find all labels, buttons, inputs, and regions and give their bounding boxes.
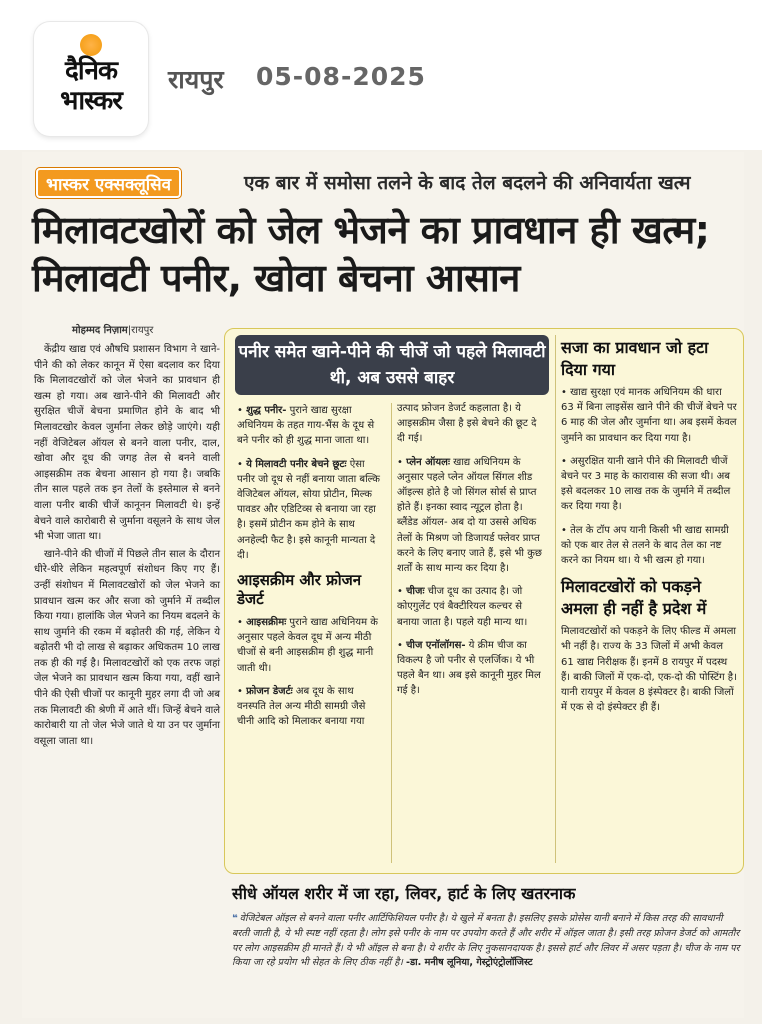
list-item-title: ये मिलावटी पनीर बेचने छूटः — [246, 458, 347, 470]
list-item-text: तेल के टॉप अप यानी किसी भी खाद्य सामग्री को एक बार तेल से तलने के बाद तेल का नष्ट करने का नियम था। ये भी खत्म हो गया। — [561, 524, 729, 567]
byline — [72, 322, 153, 336]
info-column-2 — [397, 401, 545, 707]
byline-city: |रायपुर — [127, 325, 154, 336]
byline-name: मोहम्मद निज़ाम — [72, 325, 128, 336]
quote-attribution: -डा. मनीष लूनिया, गेस्ट्रोएंट्रोलॉजिस्ट — [406, 957, 533, 969]
newspaper-clipping — [22, 152, 744, 1018]
list-item-title: प्लेन ऑयलः — [406, 456, 450, 468]
staff-section-title: मिलावटखोरों को पकड़ने अमला ही नहीं है प्रदेश में — [561, 577, 707, 619]
column-divider — [391, 403, 392, 863]
story-paragraph: खाने-पीने की चीजों में पिछले तीन साल के दौरान धीरे-धीरे लेकिन महत्वपूर्ण संशोधन किए गए हैं। उन्हीं संशोधन में मिलावटखोरों को जेल भेजने का प्रावधान खत्म कर और सजा को जुर्माने में तब्दील किया गया। हालांकि जेल भेजने का नियम बदलने के साथ जुर्माने की रकम में बढ़ोतरी की गई, लेकिन ये बढ़ोतरी भी दो लाख से बढ़ाकर अधिकतम 10 लाख तक ही की गई है। मिलावटखोरों को एक तरफ जहां जेल भेजने का प्रावधान खत्म किया गया, वहीं खाने पीने की ऐसी चीजों पर कानूनी मुहर लगा दी जो अब तक मिलावटी की श्रेणी में आते थीं। जिन्हें बेचने वाले कारोबारी या तो जेल भेजे जाते थे या उन पर जुर्माना वसूला जाता था। — [34, 548, 220, 747]
list-item-title: फ्रोजन डेजर्टः — [246, 685, 293, 697]
headline: मिलावटखोरों को जेल भेजने का प्रावधान ही खत्म; मिलावटी पनीर, खोवा बेचना आसान — [32, 208, 710, 300]
list-item-text: अब दूध के साथ वनस्पति तेल अन्य मीठी सामग्री जैसे चीनी आदि को मिलाकर बनाया गया — [237, 685, 366, 728]
list-item-title: चीजः — [406, 586, 425, 598]
list-item: • चीजः चीज दूध का उत्पाद है। जो कोएगुलेंट एवं बैक्टीरियल कल्चर से बनाया जाता है। पहले यही मान्य था। — [397, 586, 528, 628]
list-item-text: ऐसा पनीर जो दूध से नहीं बनाया जाता बल्कि वेजिटेबल ऑयल, सोया प्रोटीन, मिल्क पावडर और एडिटिव्स से बनाया जा रहा है। इसमें प्रोटीन कम होने के साथ अनहेल्दी फैट है। इसे कानूनी मान्यता दे दी। — [237, 458, 380, 561]
staff-section-text: मिलावटखोरों को पकड़ने के लिए फील्ड में अमला भी नहीं है। राज्य के 33 जिलों में अभी केवल 61 खाद्य निरीक्षक हैं। इनमें 8 रायपुर में पदस्थ हैं। बाकी जिलों में एक-दो, एक-दो की पोस्टिंग है। यानी रायपुर में केवल 8 इंस्पेक्टर है। बाकी जिलों में एक से दो इंस्पेक्टर ही हैं। — [561, 626, 737, 714]
exclusive-badge: भास्कर एक्सक्लूसिव — [36, 168, 181, 198]
list-item-text: चीज दूध का उत्पाद है। जो कोएगुलेंट एवं बैक्टीरियल कल्चर से बनाया जाता है। पहले यही मान्य था। — [397, 586, 528, 628]
doctor-quote — [232, 912, 740, 971]
edition-city: रायपुर — [168, 65, 224, 94]
quote-icon: ❝ — [232, 913, 238, 924]
continued-text: उत्पाद फ्रोजन डेजर्ट कहलाता है। ये आइसक्रीम जैसा है इसे बेचने की छूट दे दी गई। — [397, 403, 537, 445]
list-item-title: शुद्ध पनीर- — [246, 405, 287, 416]
kicker-row — [36, 168, 736, 200]
doctor-quote-title: सीधे ऑयल शरीर में जा रहा, लिवर, हार्ट के लिए खतरनाक — [232, 884, 576, 903]
main-story-column — [34, 342, 220, 751]
list-item: • शुद्ध पनीर- पुराने खाद्य सुरक्षा अधिनियम के तहत गाय-भैंस के दूध से बने पनीर को ही शुद्ध माना जाता था। — [237, 405, 375, 447]
list-item: • तेल के टॉप अप यानी किसी भी खाद्य सामग्री को एक बार तेल से तलने के बाद तेल का नष्ट करने का नियम था। ये भी खत्म हो गया। — [561, 524, 729, 567]
list-item-text: ये क्रीम चीज का विकल्प है जो पनीर से एलर्जिक। ये भी पहले बैन था। अब इसे कानूनी मुहर मिल गई है। — [397, 639, 541, 697]
list-item: • ये मिलावटी पनीर बेचने छूटः ऐसा पनीर जो दूध से नहीं बनाया जाता बल्कि वेजिटेबल ऑयल, सोया प्रोटीन, मिल्क पावडर और एडिटिव्स से बनाया जा रहा है। इसमें प्रोटीन कम होने के साथ अनहेल्दी फैट है। इसे कानूनी मान्यता दे दी। — [237, 458, 380, 561]
subsection-title: आइसक्रीम और फ्रोजन डेजर्ट — [237, 571, 362, 609]
info-box-heading: पनीर समेत खाने-पीने की चीजें जो पहले मिलावटी थी, अब उससे बाहर — [235, 335, 549, 395]
column-divider — [555, 335, 556, 863]
sun-icon — [80, 34, 102, 56]
story-paragraph: केंद्रीय खाद्य एवं औषधि प्रशासन विभाग ने खाने-पीने की को लेकर कानून में ऐसा बदलाव कर दिया कि मिलावटखोरों को जेल भेजने का प्रावधान ही खत्म हो गया। अब खाने-पीने की मिलावटी और सुरक्षित चीजें बेचना प्रमाणित होने के बाद भी मिलावटखोर केवल जुर्माना लेकर छोड़े जाएंगे। यही नहीं वेजिटेबल ऑयल से बनने वाला पनीर, दाल, खोवा और दूध की जगह तेल से बनने वाली आइसक्रीम तक बेचना आसान हो गया है। जबकि तीन साल पहले तक इन तेलों के इस्तेमाल से बनने वाला पनीर बाकी चीजें कानूनन मिलावटी थे। इन्हें बेचने वाले कारोबारी से जुर्माना वसूलने के साथ जेल भी भेजा जाता था। — [34, 344, 220, 543]
edition-date: 05-08-2025 — [256, 62, 426, 91]
newspaper-logo — [34, 22, 148, 136]
list-item: • आइसक्रीमः पुराने खाद्य अधिनियम के अनुसार पहले केवल दूध में अन्य मीठी चीजों से बनी आइसक्रीम ही शुद्ध मानी जाती थी। — [237, 617, 378, 674]
list-item-text: पुराने खाद्य सुरक्षा अधिनियम के तहत गाय-भैंस के दूध से बने पनीर को ही शुद्ध माना जाता था। — [237, 405, 375, 447]
list-item: • खाद्य सुरक्षा एवं मानक अधिनियम की धारा 63 में बिना लाइसेंस खाने पीने की चीजें बेचने पर 6 माह की जेल और जुर्माना था। अब इसमें केवल जुर्माने का प्रावधान कर दिया गया है। — [561, 387, 737, 444]
list-item: • असुरक्षित यानी खाने पीने की मिलावटी चीजें बेचने पर 3 माह के कारावास की सजा थी। अब इसे बदलकर 10 लाख तक के जुर्माने में तब्दील कर दिया गया है। — [561, 455, 731, 513]
doctor-quote-text: वेजिटेबल ऑइल से बनने वाला पनीर आर्टिफिशियल पनीर है। ये खुले में बनता है। इसलिए इसके प्रोसेस यानी बनाने में किस तरह की सावधानी बरती जाती है, ये भी स्पष्ट नहीं रहता है। लोग इसे पनीर के नाम पर उपयोग करते हैं और शरीर में ऑइल जाता है। इसी तरह फ्रोजन डेजर्ट को आमतौर पर लोग आइसक्रीम ही मानते हैं। ये भी ऑइल से बना है। ये शरीर के लिए नुकसानदायक है। इससे हार्ट और लिवर में असर पड़ता है। चीज के नाम पर किया जा रहे प्रयोग भी सेहत के लिए ठीक नहीं है। — [232, 913, 740, 969]
list-item: • चीज एनॉलॉगस- ये क्रीम चीज का विकल्प है जो पनीर से एलर्जिक। ये भी पहले बैन था। अब इसे कानूनी मुहर मिल गई है। — [397, 639, 541, 697]
list-item-title: आइसक्रीमः — [246, 617, 287, 629]
masthead — [0, 0, 762, 150]
list-item-text: खाद्य अधिनियम के अनुसार पहले प्लेन ऑयल सिंगल शीड ऑइल्स होते है जो सिंगल सोर्स से प्राप्त होते हैं। इनका स्वाद न्यूट्रल होता है। ब्लैंडेड ऑयल- अब दो या उससे अधिक तेलों के मिश्रण जो डिजायर्ड फ्लेवर प्राप्त करने के लिए बनाए जाते हैं, इसे भी कुछ शर्तों के साथ मान्य कर दिया है। — [397, 456, 542, 575]
list-item-text: खाद्य सुरक्षा एवं मानक अधिनियम की धारा 63 में बिना लाइसेंस खाने पीने की चीजें बेचने पर 6 माह की जेल और जुर्माना था। अब इसमें केवल जुर्माने का प्रावधान कर दिया गया है। — [561, 387, 737, 444]
logo-text-line2: भास्कर — [60, 86, 122, 116]
info-column-1 — [237, 403, 385, 737]
list-item-text: असुरक्षित यानी खाने पीने की मिलावटी चीजें बेचने पर 3 माह के कारावास की सजा थी। अब इसे बदलकर 10 लाख तक के जुर्माने में तब्दील कर दिया गया है। — [561, 455, 731, 513]
list-item: • फ्रोजन डेजर्टः अब दूध के साथ वनस्पति तेल अन्य मीठी सामग्री जैसे चीनी आदि को मिलाकर बनाया गया — [237, 685, 366, 728]
logo-text-line1: दैनिक — [65, 56, 117, 86]
list-item-title: चीज एनॉलॉगस- — [406, 639, 466, 651]
info-column-3 — [561, 337, 737, 723]
list-item-text: पुराने खाद्य अधिनियम के अनुसार पहले केवल दूध में अन्य मीठी चीजों से बनी आइसक्रीम ही शुद्ध मानी जाती थी। — [237, 617, 378, 674]
info-box — [224, 328, 744, 874]
kicker-text: एक बार में समोसा तलने के बाद तेल बदलने की अनिवार्यता खत्म — [244, 172, 691, 194]
list-item: • प्लेन ऑयलः खाद्य अधिनियम के अनुसार पहले प्लेन ऑयल सिंगल शीड ऑइल्स होते है जो सिंगल सोर्स से प्राप्त होते हैं। इनका स्वाद न्यूट्रल होता है। ब्लैंडेड ऑयल- अब दो या उससे अधिक तेलों के मिश्रण जो डिजायर्ड फ्लेवर प्राप्त करने के लिए बनाए जाते हैं, इसे भी कुछ शर्तों के साथ मान्य कर दिया है। — [397, 456, 542, 575]
penalty-section-title: सजा का प्रावधान जो हटा दिया गया — [561, 338, 709, 379]
